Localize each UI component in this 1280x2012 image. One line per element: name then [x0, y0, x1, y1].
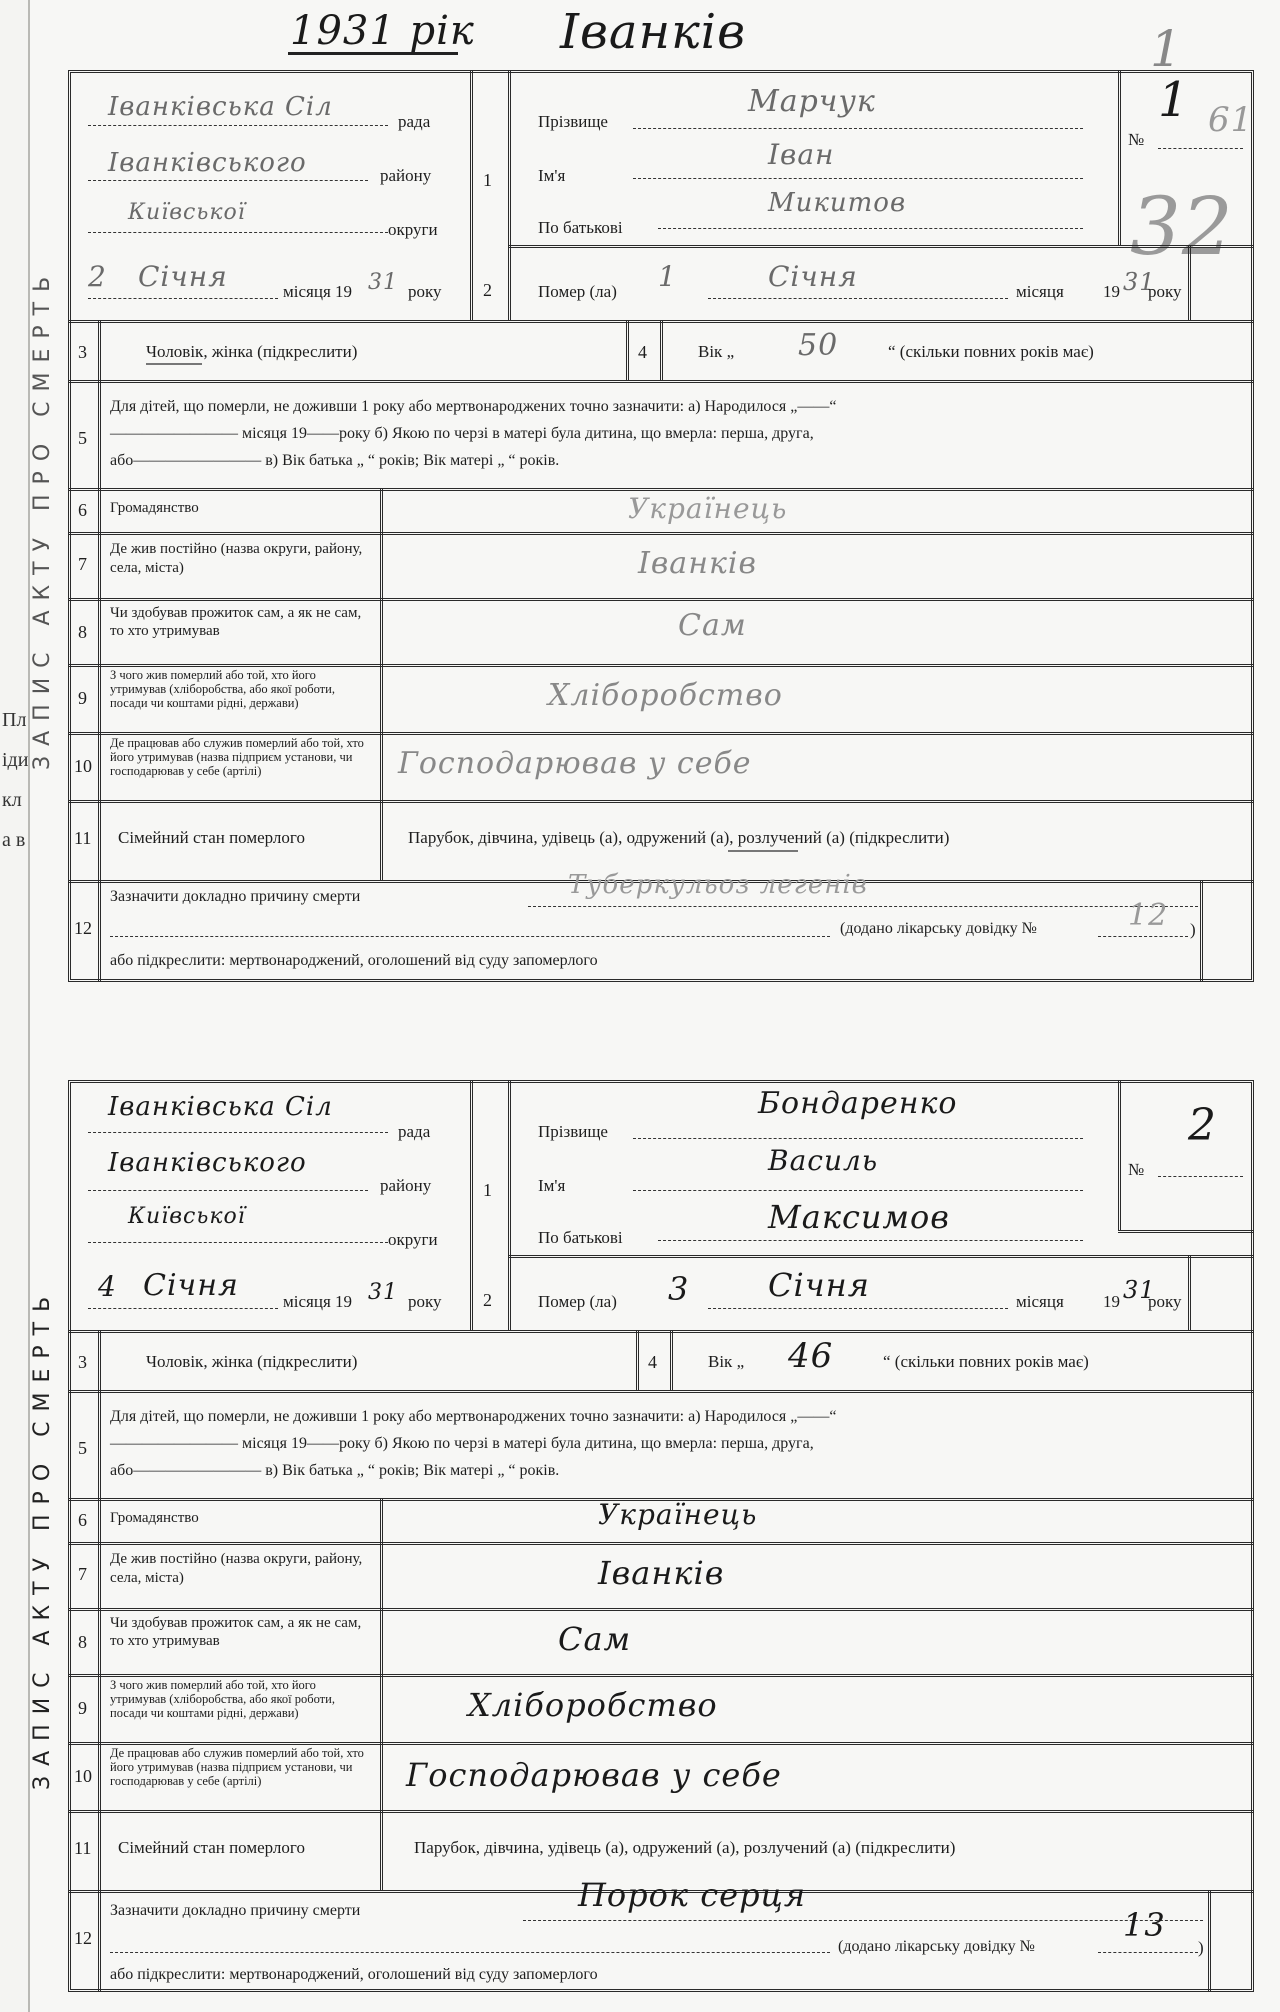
record-no-label: № — [1128, 1160, 1145, 1179]
residence-label: Де жив постійно (назва округи, району, села, міста) — [110, 541, 363, 576]
death-day: 1 — [658, 260, 677, 293]
death-roku-label: року — [1148, 282, 1182, 301]
row-number-7: 7 — [78, 554, 87, 574]
citizenship-label: Громадянство — [110, 500, 199, 516]
reg-month: Січня — [143, 1268, 239, 1303]
row-number-12: 12 — [74, 1928, 92, 1948]
row-number-10: 10 — [74, 756, 92, 776]
reg-misiatsia-label: місяця 19 — [283, 1292, 353, 1311]
death-date-label: Помер (ла) — [538, 1292, 617, 1311]
reg-day: 2 — [88, 260, 107, 293]
raion-label: району — [380, 1176, 432, 1195]
margin-title-top: ЗАПИС АКТУ ПРО СМЕРТЬ — [30, 266, 55, 770]
reg-year: 31 — [368, 1280, 398, 1305]
death-year-prefix: 19 — [1103, 1292, 1120, 1311]
okruha-value: Київської — [128, 200, 246, 225]
reg-misiatsia-label: місяця 19 — [283, 282, 353, 301]
row-number-3: 3 — [78, 342, 87, 362]
death-year-prefix: 19 — [1103, 282, 1120, 301]
row-number-10: 10 — [74, 1766, 92, 1786]
age-suffix: “ (скільки повних років має) — [888, 342, 1094, 361]
row-number-5: 5 — [78, 1438, 87, 1458]
row-number-1: 1 — [483, 1180, 492, 1200]
occupation-label: З чого жив померлий або той, хто його утримував (хліборобства, або якої роботи, посади чи коштами рідні, держави) — [110, 1678, 335, 1720]
age-value: 46 — [788, 1336, 834, 1376]
death-day: 3 — [668, 1270, 690, 1308]
row-number-6: 6 — [78, 1510, 87, 1530]
patronymic-label: По батькові — [538, 218, 623, 237]
residence-value: Іванків — [598, 1554, 725, 1592]
cert-close: ) — [1190, 920, 1196, 939]
rada-label: рада — [398, 1122, 431, 1141]
record-no-label: № — [1128, 130, 1145, 149]
residence-value: Іванків — [638, 546, 757, 581]
corner-note-2: 32 — [1130, 180, 1234, 273]
workplace-label: Де працював або служив померлий або той, хто його утримував (назва підприєм установи, чи господарював у себе (артілі) — [110, 1746, 364, 1788]
row-number-11: 11 — [74, 828, 92, 848]
occupation-value: Хліборобство — [468, 1686, 718, 1724]
children-line-1: Для дітей, що померли, не доживши 1 року або мертвонароджених точно зазначити: а) Народилося „——“ — [110, 1408, 837, 1425]
village-note: Іванків — [560, 4, 747, 60]
okruha-label: округи — [388, 1230, 438, 1249]
rada-value: Іванківська Сіл — [108, 1092, 333, 1122]
row-number-9: 9 — [78, 1698, 87, 1718]
cert-value: 12 — [1128, 898, 1169, 933]
patronymic-label: По батькові — [538, 1228, 623, 1247]
children-line-1: Для дітей, що померли, не доживши 1 року або мертвонароджених точно зазначити: а) Народилося „——“ — [110, 398, 837, 415]
row-number-5: 5 — [78, 428, 87, 448]
death-roku-label: року — [1148, 1292, 1182, 1311]
workplace-label: Де працював або служив померлий або той, хто його утримував (назва підприєм установи, чи господарював у себе (артілі) — [110, 736, 364, 778]
workplace-value: Господарював у себе — [406, 1756, 782, 1794]
cert-label: (додано лікарську довідку № — [840, 920, 1037, 937]
citizenship-value: Українець — [628, 492, 788, 525]
raion-label: району — [380, 166, 432, 185]
reg-year: 31 — [368, 270, 398, 295]
livelihood-value: Сам — [678, 608, 747, 643]
raion-value: Іванківського — [108, 1148, 307, 1178]
marital-label: Сімейний стан померлого — [118, 828, 305, 847]
occupation-value: Хліборобство — [548, 678, 783, 713]
death-record-1 — [68, 70, 1254, 982]
marital-options: Парубок, дівчина, удівець (а), одружений (а), розлучений (а) (підкреслити) — [408, 828, 950, 847]
margin-cut-text: Пл іди кл а в — [2, 709, 29, 851]
sex-label: Чоловік, жінка (підкреслити) — [146, 342, 358, 361]
row-number-6: 6 — [78, 500, 87, 520]
death-month: Січня — [768, 260, 858, 293]
name-value: Василь — [768, 1144, 879, 1177]
reg-month: Січня — [138, 260, 228, 293]
row-number-2: 2 — [483, 280, 492, 300]
workplace-value: Господарював у себе — [398, 746, 752, 781]
row-number-8: 8 — [78, 1632, 87, 1652]
cause-value: Туберкульоз легенів — [568, 870, 868, 900]
corner-note-1: 1 — [1150, 20, 1183, 78]
reg-roku-label: року — [408, 1292, 442, 1311]
death-date-label: Помер (ла) — [538, 282, 617, 301]
children-line-3: або———————— в) Вік батька „ “ років; Вік матері „ “ років. — [110, 1462, 560, 1479]
okruha-label: округи — [388, 220, 438, 239]
rada-value: Іванківська Сіл — [108, 92, 333, 122]
record-number: 1 — [1158, 72, 1190, 128]
stillborn-label: або підкреслити: мертвонароджений, оголошений від суду запомерлого — [110, 952, 598, 969]
name-value: Іван — [768, 138, 835, 171]
cert-label: (додано лікарську довідку № — [838, 1938, 1035, 1955]
children-line-2: ———————— місяця 19——року б) Якою по черзі в матері була дитина, що вмерла: перша, друга, — [110, 1435, 814, 1452]
patronymic-value: Микитов — [768, 188, 907, 218]
death-misiatsia-label: місяця — [1016, 1292, 1064, 1311]
surname-label: Прізвище — [538, 1122, 608, 1141]
margin-title-bottom: ЗАПИС АКТУ ПРО СМЕРТЬ — [30, 1286, 55, 1790]
row-number-11: 11 — [74, 1838, 92, 1858]
record-number: 2 — [1188, 1100, 1217, 1151]
raion-value: Іванківського — [108, 148, 307, 178]
citizenship-label: Громадянство — [110, 1510, 199, 1526]
surname-value: Бондаренко — [758, 1086, 958, 1121]
marital-underline — [728, 850, 798, 852]
cert-value: 13 — [1123, 1906, 1166, 1944]
stillborn-label: або підкреслити: мертвонароджений, оголошений від суду запомерлого — [110, 1966, 598, 1983]
cause-label: Зазначити докладно причину смерти — [110, 888, 361, 905]
okruha-value: Київської — [128, 1204, 246, 1229]
age-label: Вік „ — [698, 342, 735, 361]
marital-label: Сімейний стан померлого — [118, 1838, 305, 1857]
cause-label: Зазначити докладно причину смерти — [110, 1902, 361, 1919]
name-label: Ім'я — [538, 166, 566, 185]
age-value: 50 — [798, 328, 839, 363]
sex-underline — [146, 363, 202, 365]
name-label: Ім'я — [538, 1176, 566, 1195]
cert-close: ) — [1198, 1938, 1204, 1957]
record-number-extra: 61 — [1208, 100, 1254, 140]
marital-options: Парубок, дівчина, удівець (а), одружений (а), розлучений (а) (підкреслити) — [414, 1838, 956, 1857]
rada-label: рада — [398, 112, 431, 131]
age-suffix: “ (скільки повних років має) — [883, 1352, 1089, 1371]
death-month: Січня — [768, 1266, 870, 1304]
death-misiatsia-label: місяця — [1016, 282, 1064, 301]
livelihood-label: Чи здобував прожиток сам, а як не сам, то хто утримував — [110, 1615, 362, 1649]
row-number-3: 3 — [78, 1352, 87, 1372]
livelihood-label: Чи здобував прожиток сам, а як не сам, то хто утримував — [110, 605, 362, 639]
occupation-label: З чого жив померлий або той, хто його утримував (хліборобства, або якої роботи, посади чи коштами рідні, держави) — [110, 668, 335, 710]
row-number-9: 9 — [78, 688, 87, 708]
row-number-12: 12 — [74, 918, 92, 938]
year-note-underline — [288, 52, 458, 55]
row-number-8: 8 — [78, 622, 87, 642]
row-number-7: 7 — [78, 1564, 87, 1584]
row-number-1: 1 — [483, 170, 492, 190]
livelihood-value: Сам — [558, 1620, 632, 1658]
row-number-4: 4 — [648, 1352, 657, 1372]
death-year: 31 — [1123, 1276, 1156, 1304]
year-note: 1931 рік — [290, 8, 475, 54]
citizenship-value: Українець — [598, 1498, 758, 1531]
sex-label: Чоловік, жінка (підкреслити) — [146, 1352, 358, 1371]
reg-roku-label: року — [408, 282, 442, 301]
death-year: 31 — [1123, 268, 1156, 296]
patronymic-value: Максимов — [768, 1198, 950, 1236]
age-label: Вік „ — [708, 1352, 745, 1371]
children-line-3: або———————— в) Вік батька „ “ років; Вік матері „ “ років. — [110, 452, 560, 469]
death-record-2 — [68, 1080, 1254, 1992]
cause-value: Порок серця — [578, 1876, 807, 1914]
row-number-4: 4 — [638, 342, 647, 362]
reg-day: 4 — [98, 1270, 117, 1303]
residence-label: Де жив постійно (назва округи, району, села, міста) — [110, 1551, 363, 1586]
surname-value: Марчук — [748, 84, 876, 119]
surname-label: Прізвище — [538, 112, 608, 131]
row-number-2: 2 — [483, 1290, 492, 1310]
children-line-2: ———————— місяця 19——року б) Якою по черзі в матері була дитина, що вмерла: перша, друга, — [110, 425, 814, 442]
